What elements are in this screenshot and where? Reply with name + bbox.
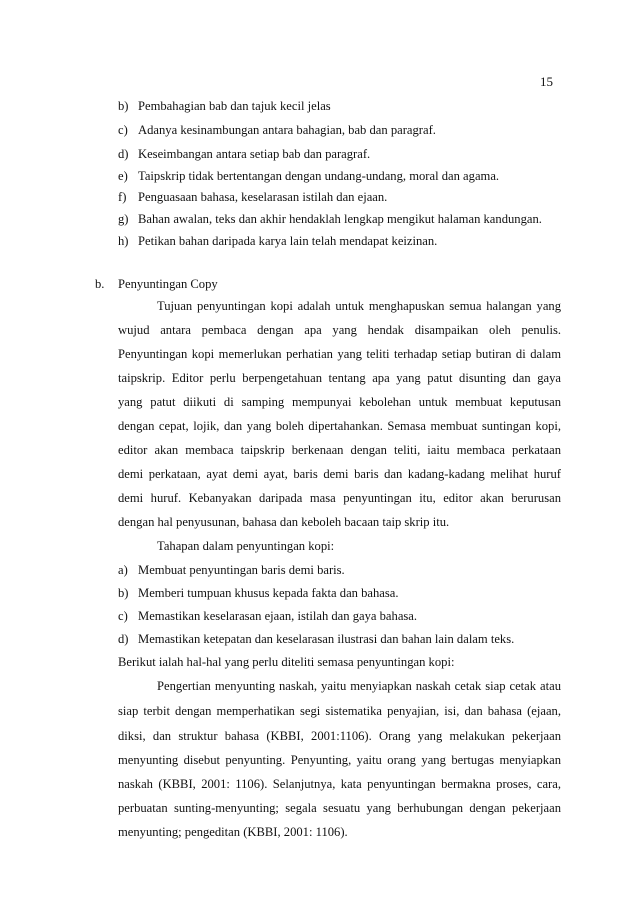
list-marker: b) xyxy=(118,586,129,600)
list-item-text: Pembahagian bab dan tajuk kecil jelas xyxy=(138,99,331,113)
list-item-text: Memberi tumpuan khusus kepada fakta dan bahasa. xyxy=(138,586,399,600)
list-item-text: Keseimbangan antara setiap bab dan paragraf. xyxy=(138,147,371,161)
list-marker: d) xyxy=(118,632,129,646)
list-item xyxy=(118,608,417,624)
section-heading xyxy=(95,276,218,292)
paragraph-line: demi perkataan, ayat demi ayat, baris demi baris dan kadang-kadang melihat huruf xyxy=(118,467,561,481)
list-item-text: Bahan awalan, teks dan akhir hendaklah lengkap mengikut halaman kandungan. xyxy=(138,212,542,226)
list-item xyxy=(118,146,370,162)
paragraph-line: demi huruf. Kebanyakan daripada masa penyuntingan itu, editor akan berurusan xyxy=(118,491,561,505)
paragraph-line: naskah (KBBI, 2001: 1106). Selanjutnya, kata penyuntingan bermakna proses, cara, xyxy=(118,777,561,791)
paragraph-line: taipskrip. Editor perlu berpengetahuan tentang apa yang patut disunting dan gaya xyxy=(118,371,561,385)
list-item xyxy=(118,585,399,601)
page-number: 15 xyxy=(540,74,553,89)
list-marker: g) xyxy=(118,212,129,226)
paragraph-line: wujud antara pembaca dengan apa yang hendak disampaikan oleh penulis. xyxy=(118,323,561,337)
list-item-text: Adanya kesinambungan antara bahagian, bab dan paragraf. xyxy=(138,123,436,137)
paragraph-line: Penyuntingan kopi memerlukan perhatian yang teliti terhadap setiap butiran di dalam xyxy=(118,347,561,361)
section-title: Penyuntingan Copy xyxy=(118,277,218,291)
paragraph-line: menyunting disebut penyunting. Penyunting, yaitu orang yang bertugas menyiapkan xyxy=(118,753,561,767)
list-marker: e) xyxy=(118,169,128,183)
paragraph-line: perbuatan sunting-menyunting; segala sesuatu yang berhubungan dengan pekerjaan xyxy=(118,801,561,815)
paragraph-intro: Tahapan dalam penyuntingan kopi: xyxy=(157,539,335,553)
list-item-text: Penguasaan bahasa, keselarasan istilah dan ejaan. xyxy=(138,190,388,204)
paragraph-line: dengan cepat, lojik, dan yang boleh dipertahankan. Semasa membuat suntingan kopi, xyxy=(118,419,561,433)
list-marker: a) xyxy=(118,563,128,577)
list-item xyxy=(118,98,331,114)
list-item xyxy=(118,168,499,184)
paragraph-line: yang patut diikuti di samping mempunyai kebolehan untuk membuat keputusan xyxy=(118,395,561,409)
list-item xyxy=(118,211,542,227)
paragraph-line: Tujuan penyuntingan kopi adalah untuk menghapuskan semua halangan yang xyxy=(157,299,561,313)
list-item-text: Memastikan ketepatan dan keselarasan ilustrasi dan bahan lain dalam teks. xyxy=(138,632,515,646)
list-item xyxy=(118,122,436,138)
paragraph-line: diksi, dan struktur bahasa (KBBI, 2001:1106). Orang yang melakukan pekerjaan xyxy=(118,729,561,743)
list-item-text: Taipskrip tidak bertentangan dengan undang-undang, moral dan agama. xyxy=(138,169,500,183)
paragraph-line: dengan hal penyusunan, bahasa dan keboleh bacaan taip skrip itu. xyxy=(118,515,450,529)
paragraph-line: editor akan membaca taipskrip berkenaan dengan teliti, iaitu membaca perkataan xyxy=(118,443,561,457)
list-marker: c) xyxy=(118,609,128,623)
list-item xyxy=(118,631,514,647)
list-item-text: Petikan bahan daripada karya lain telah mendapat keizinan. xyxy=(138,234,438,248)
list-marker: c) xyxy=(118,123,128,137)
list-item xyxy=(118,562,345,578)
paragraph-line: Berikut ialah hal-hal yang perlu diteliti semasa penyuntingan kopi: xyxy=(118,655,455,669)
list-marker: d) xyxy=(118,147,129,161)
list-marker: f) xyxy=(118,190,127,204)
list-item xyxy=(118,189,387,205)
paragraph-line: menyunting; pengeditan (KBBI, 2001: 1106). xyxy=(118,825,348,839)
list-marker: b) xyxy=(118,99,129,113)
list-item xyxy=(118,233,437,249)
section-marker: b. xyxy=(95,277,105,291)
paragraph-line: Pengertian menyunting naskah, yaitu menyiapkan naskah cetak siap cetak atau xyxy=(157,679,561,693)
list-item-text: Memastikan keselarasan ejaan, istilah dan gaya bahasa. xyxy=(138,609,418,623)
paragraph-line: siap terbit dengan memperhatikan segi sistematika penyajian, isi, dan bahasa (ejaan, xyxy=(118,704,561,718)
list-marker: h) xyxy=(118,234,129,248)
list-item-text: Membuat penyuntingan baris demi baris. xyxy=(138,563,345,577)
